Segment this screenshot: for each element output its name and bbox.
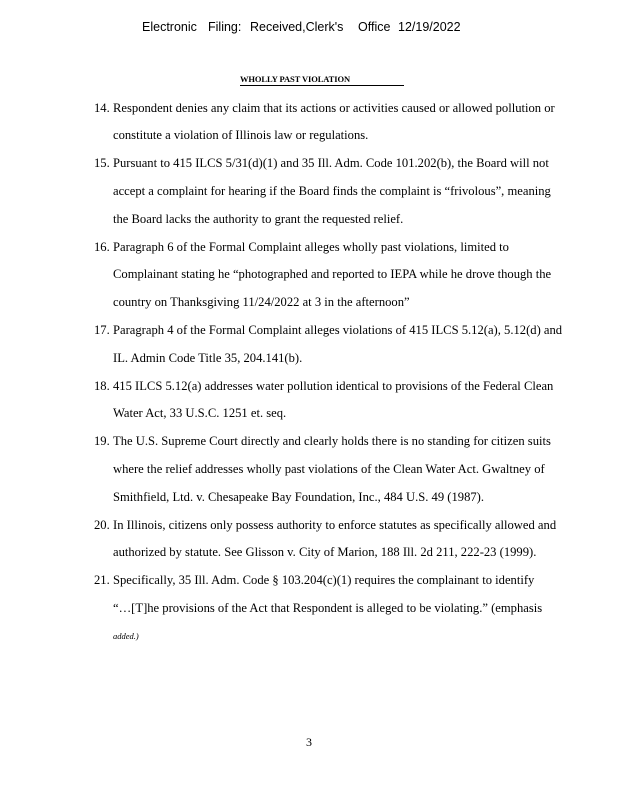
paragraph-line: IL. Admin Code Title 35, 204.141(b). [113, 351, 303, 365]
paragraph-number: 16. [94, 240, 110, 254]
paragraph-line: added.) [113, 631, 139, 641]
paragraph-number: 20. [94, 518, 110, 532]
paragraph-line: where the relief addresses wholly past violations of the Clean Water Act. Gwaltney of [113, 462, 545, 476]
paragraph-number: 17. [94, 323, 110, 337]
paragraph-line: country on Thanksgiving 11/24/2022 at 3 in the afternoon” [113, 295, 410, 309]
paragraph-line: Specifically, 35 Ill. Adm. Code § 103.204(c)(1) requires the complainant to identify [113, 573, 535, 587]
paragraph-line: the Board lacks the authority to grant the requested relief. [113, 212, 404, 226]
paragraph-number: 19. [94, 434, 110, 448]
paragraph-line: “…[T]he provisions of the Act that Respondent is alleged to be violating.” (emphasis [113, 601, 543, 615]
paragraph-number: 18. [94, 379, 110, 393]
paragraph-line: Paragraph 6 of the Formal Complaint alleges wholly past violations, limited to [113, 240, 509, 254]
header-filing: Filing: [208, 20, 242, 34]
paragraph-number: 14. [94, 101, 110, 115]
paragraph-line: The U.S. Supreme Court directly and clearly holds there is no standing for citizen suits [113, 434, 551, 448]
header-electronic: Electronic [142, 20, 197, 34]
section-title: WHOLLY PAST VIOLATION [240, 74, 404, 86]
header-received: Received,Clerk's [250, 20, 344, 34]
paragraph-number: 21. [94, 573, 110, 587]
header-office: Office [358, 20, 391, 34]
paragraph-line: Smithfield, Ltd. v. Chesapeake Bay Foundation, Inc., 484 U.S. 49 (1987). [113, 490, 484, 504]
paragraph-line: constitute a violation of Illinois law or regulations. [113, 128, 369, 142]
paragraph-line: accept a complaint for hearing if the Board finds the complaint is “frivolous”, meaning [113, 184, 551, 198]
paragraph-line: authorized by statute. See Glisson v. City of Marion, 188 Ill. 2d 211, 222-23 (1999). [113, 545, 537, 559]
paragraph-line: Water Act, 33 U.S.C. 1251 et. seq. [113, 406, 287, 420]
page-number: 3 [306, 735, 312, 749]
paragraph-line: Paragraph 4 of the Formal Complaint alleges violations of 415 ILCS 5.12(a), 5.12(d) and [113, 323, 563, 337]
paragraph-line: Pursuant to 415 ILCS 5/31(d)(1) and 35 Ill. Adm. Code 101.202(b), the Board will not [113, 156, 549, 170]
paragraph-line: In Illinois, citizens only possess authority to enforce statutes as specifically allowed and [113, 518, 557, 532]
paragraph-number: 15. [94, 156, 110, 170]
paragraph-line: 415 ILCS 5.12(a) addresses water pollution identical to provisions of the Federal Clean [113, 379, 554, 393]
header-date: 12/19/2022 [398, 20, 461, 34]
paragraph-line: Complainant stating he “photographed and reported to IEPA while he drove though the [113, 267, 552, 281]
paragraph-line: Respondent denies any claim that its actions or activities caused or allowed pollution or [113, 101, 555, 115]
